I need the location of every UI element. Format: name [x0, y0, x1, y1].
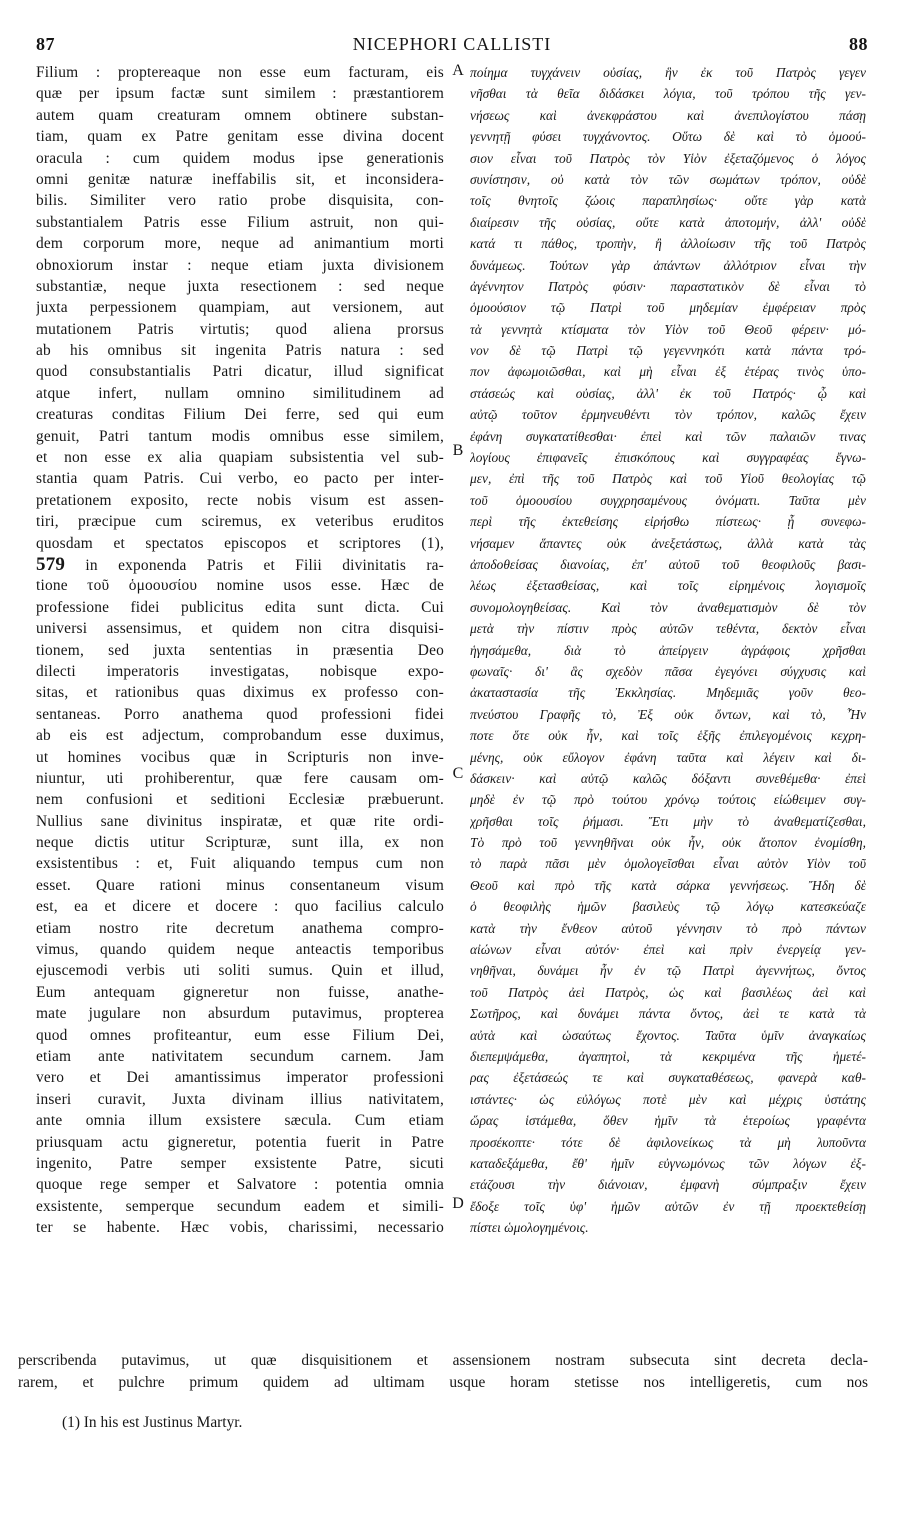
latin-text-line: ab his omnibus sit ingenita Patris natura : sed — [36, 342, 444, 360]
running-head — [36, 34, 868, 58]
latin-text-line: 579 in exponenda Patris et Filii divinitatis ra- — [36, 553, 444, 575]
greek-text-line: διαίρεσιν τῆς οὐσίας, οὔτε κατὰ ἀποτομήν, ἀλλ' οὐδὲ — [470, 214, 866, 230]
greek-text-line: ἐφάνη συγκατατίθεσθαι· ἐπεὶ καὶ τῶν παλαιῶν τινας — [470, 428, 866, 444]
latin-text-line: quæ per ipsum factæ sunt similem : præstantiorem — [36, 85, 444, 103]
greek-text-line: περὶ τῆς ἐκτεθείσης εἰρήσθω πίστεως· ᾗ συνεφω- — [470, 514, 866, 530]
latin-text-line: ante omnia illum exsistere sæcula. Cum etiam — [36, 1112, 444, 1130]
greek-text-line: ποτε ὅτε οὐκ ἦν, καὶ τοῖς ἑξῆς ἐπιλεγομένοις κεχρη- — [470, 728, 866, 744]
greek-text-line: ὁ θεοφιλὴς ἡμῶν βασιλεὺς τῷ λόγῳ κατεσκεύαζε — [470, 899, 866, 915]
greek-text-line: νῆσθαι τὰ θεῖα διδάσκει λόγια, τοῦ τρόπου τῆς γεν- — [470, 86, 866, 102]
latin-text-line: atque infert, nullam omnino similitudinem ad — [36, 384, 444, 402]
latin-text-line: etiam nostro rite decretum anathema compro- — [36, 919, 444, 937]
latin-text-line: ter se habente. Hæc vobis, charissimi, necessario — [36, 1219, 444, 1237]
greek-text-line: διεπεμψάμεθα, ἀγαπητοὶ, τὰ κεκριμένα τῆς ἡμετέ- — [470, 1048, 866, 1064]
greek-text-line: ἀποδοθείσας διανοίας, ἐπ' αὐτοῦ τοῦ θεοφιλοῦς βασι- — [470, 556, 866, 572]
latin-text-line: priusquam actu gigneretur, potentia fuerit in Patre — [36, 1133, 444, 1151]
column-number: 579 — [36, 553, 66, 575]
latin-text-line: tione τοῦ ὁμοουσίου nomine usos esse. Hæc de — [36, 577, 444, 595]
latin-text-line: juxta perpessionem quampiam, aut versionem, aut — [36, 299, 444, 317]
latin-text-line: Nullius sane divinitus inspiratæ, et quæ rite ordi- — [36, 812, 444, 830]
latin-text-line: pretationem exposito, recte nobis visum est assen- — [36, 491, 444, 509]
greek-text-line: ἡγησάμεθα, διὰ τὸ ἀπείργειν ἀγράφοις χρῆσθαι — [470, 642, 866, 658]
latin-text-line: bilis. Similiter vero ratio probe disquisita, con- — [36, 192, 444, 210]
latin-text-line: niuntur, uti prohiberentur, quæ fere causam om- — [36, 769, 444, 787]
greek-text-line: αὐτῷ τοῦτον ἑρμηνευθέντι τὸν τρόπον, καλῶς ἔχειν — [470, 407, 866, 423]
greek-text-line: νηθῆναι, δυνάμει ἦν ἐν τῷ Πατρὶ ἀγεννήτως, ὄντος — [470, 963, 866, 979]
latin-text-line: ejuscemodi verbis uti soliti sumus. Quin et illud, — [36, 962, 444, 980]
greek-text-line: νον δὲ τῷ Πατρὶ τῷ γεγεννηκότι κατὰ πάντα τρό- — [470, 343, 866, 359]
greek-text-line: τὸ παρὰ πᾶσι μὲν ὁμολογεῖσθαι εἶναι αὐτὸν Υἱὸν τοῦ — [470, 856, 866, 872]
greek-text-line: τὰ γεννητὰ κτίσματα τὸν Υἱὸν τοῦ Θεοῦ φέρειν· μό- — [470, 321, 866, 337]
latin-text-line: omni genitæ naturæ ineffabilis sit, et inconsidera- — [36, 170, 444, 188]
greek-text-line: πνεύστου Γραφῆς τὸ, Ἐξ οὐκ ὄντων, καὶ τὸ, Ἦν — [470, 706, 866, 722]
greek-text-line: μεν, ἐπὶ τῆς τοῦ Πατρὸς καὶ τοῦ Υἱοῦ θεολογίας τῷ — [470, 471, 866, 487]
greek-text-line: λέως ἐξετασθείσας, καὶ τοῖς εἰρημένοις λογισμοῖς — [470, 578, 866, 594]
greek-text-line: ἀκαταστασία τῆς Ἐκκλησίας. Μηδεμιᾶς γοῦν θεο- — [470, 685, 866, 701]
page-number-left: 87 — [36, 34, 55, 54]
latin-text-line: vero et Dei amantissimus imperator professioni — [36, 1069, 444, 1087]
greek-text-line: κατὰ τὴν ἔνθεον αὐτοῦ γέννησιν τὸ πρὸ πάντων — [470, 920, 866, 936]
latin-text-line: est, ea et dicere et docere : quo facilius calculo — [36, 898, 444, 916]
greek-text-line: ιστάντες· ὡς εὐλόγως ποτὲ μὲν καὶ μέχρις ὑστάτης — [470, 1091, 866, 1107]
greek-text-line: αἰώνων εἶναι αὐτόν· ἐπεὶ καὶ πρὶν ἐνεργείᾳ γεν- — [470, 942, 866, 958]
latin-text-line: creaturas conditas Filium Dei ferre, sed qui eum — [36, 406, 444, 424]
section-marker-c: C — [452, 765, 464, 782]
greek-text-line: τοῦ Πατρὸς ἀεὶ Πατρὸς, ὡς καὶ βασιλέως ἀεὶ καὶ — [470, 984, 866, 1000]
greek-text-line: τοῦ ὁμοουσίου συγχρησαμένους ὀνόματι. Ταῦτα μὲν — [470, 492, 866, 508]
latin-text-line: sentaneas. Porro anathema quod professioni fidei — [36, 705, 444, 723]
greek-text-line: συνομολογηθείσας. Καὶ τὸν ἀναθεματισμὸν δὲ τὸν — [470, 599, 866, 615]
latin-text-line: tiam, quam ex Patre genitam esse divina docent — [36, 128, 444, 146]
greek-column — [470, 62, 866, 1238]
latin-text-line: mate jugulare non absurdum putavimus, propterea — [36, 1005, 444, 1023]
latin-text-line: tionem, sed juxta sententias in præsentia Deo — [36, 641, 444, 659]
greek-text-line: Θεοῦ καὶ πρὸ τῆς κατὰ σάρκα γεννήσεως. Ἤδη δὲ — [470, 877, 866, 893]
latin-text-line: nem confusioni et seditioni Ecclesiæ præbuerunt. — [36, 791, 444, 809]
latin-text-line: dilecti imperatoris investigatas, nobisque expo- — [36, 662, 444, 680]
greek-text-line: μένης, οὐκ εὔλογον ἐφάνη ταῦτα καὶ λέγειν καὶ δι- — [470, 749, 866, 765]
latin-text-line: exsistentibus : et, Fuit aliquando tempus cum non — [36, 855, 444, 873]
latin-text-line: et non esse ex alia quapiam subsistentia vel sub- — [36, 449, 444, 467]
greek-text-line: αὐτὰ καὶ ὡσαύτως ἔχοντος. Ταῦτα ὑμῖν ἀναγκαίως — [470, 1027, 866, 1043]
closing-line: perscribenda putavimus, ut quæ disquisitionem et assensionem nostram subsecuta sint decreta decla- — [18, 1352, 868, 1369]
greek-text-line: καταδεξάμεθα, ἔθ' ἡμῖν εὐγνωμόνως τῶν λόγων ἐξ- — [470, 1155, 866, 1171]
greek-text-line: ὥρας ἱστάμεθα, ὅθεν ἡμῖν τὰ ἑτεροίως γραφέντα — [470, 1113, 866, 1129]
greek-text-line: ποίημα τυγχάνειν οὐσίας, ἣν ἐκ τοῦ Πατρὸς γεγεν — [470, 65, 866, 80]
latin-text-line: vimus, quando quidem neque anteactis temporibus — [36, 941, 444, 959]
latin-text-line: exsistente, semperque secundum eadem et simili- — [36, 1197, 444, 1215]
greek-text-line: φωναῖς· δι' ἃς σχεδὸν πᾶσα ἐγεγόνει σύγχυσις καὶ — [470, 663, 866, 679]
latin-text-line: ut homines vocibus quæ in Scripturis non inve- — [36, 748, 444, 766]
latin-text-line: inseri curavit, Juxta divinam illius nativitatem, — [36, 1090, 444, 1108]
latin-text-line: substantialem Patris esse Filium astruit, non qui- — [36, 213, 444, 231]
greek-text-line: νήσαμεν ἅπαντες οὐκ ἀνεξετάστως, ἀλλὰ κατὰ τὰς — [470, 535, 866, 551]
greek-text-line: ἀγέννητον Πατρὸς φύσιν· παραστατικὸν δὲ εἶναι τὸ — [470, 278, 866, 294]
latin-text-line: sitas, et rationibus quas diximus ex professo con- — [36, 684, 444, 702]
closing-line: rarem, et pulchre primum quidem ad ultimam usque horam stetisse nos intelligeretis, cum nos — [18, 1374, 868, 1391]
latin-text-line: tiri, præcipue cum sciremus, ex veteribus eruditos — [36, 513, 444, 531]
latin-text-line: professione fidei publicitus edita sunt dicta. Cui — [36, 598, 444, 616]
latin-text-line: oracula : cum quidem modus ipse generationis — [36, 149, 444, 167]
greek-text-line: λογίους ἐπιφανεῖς ἐπισκόπους καὶ συγγραφέας ἔγνω- — [470, 450, 866, 466]
latin-text-line: universi assensimus, et quidem non citra disquisi- — [36, 620, 444, 638]
greek-text-line: ετάζουσι τὴν διάνοιαν, ἐμφανὴ σύμπραξιν ἔχειν — [470, 1177, 866, 1193]
latin-column — [36, 62, 444, 1238]
greek-text-line: ρας ἐξετάσεώς τε καὶ συγκαταθέσεως, φανερὰ καθ- — [470, 1070, 866, 1086]
greek-text-line: δυνάμεως. Τούτων γὰρ ἁπάντων ἀλλότριον εἶναι τὴν — [470, 257, 866, 273]
closing-paragraph — [18, 1350, 868, 1394]
greek-text-line: ὁμοούσιον τῷ Πατρὶ τοῦ μηδεμίαν ἐμφέρειαν πρὸς — [470, 300, 866, 316]
latin-text-line: obnoxiorum instar : neque etiam juxta divisionem — [36, 256, 444, 274]
greek-text-line: χρῆσθαι τοῖς ῥήμασι. Ἔτι μὴν τὸ ἀναθεματίζεσθαι, — [470, 813, 866, 829]
greek-text-line: δάσκειν· καὶ αὐτῷ καλῶς δόξαντι συνεθέμεθα· ἐπεὶ — [470, 770, 866, 786]
latin-text-line: ingenito, Patre semper exsistente Patre, sicuti — [36, 1154, 444, 1172]
greek-text-line: γεννητῇ φύσει τυγχάνοντος. Οὕτω δὲ καὶ τὸ ὁμοού- — [470, 129, 866, 145]
greek-text-line: κατά τι πάθος, τροπὴν, ἢ ἀλλοίωσιν τῆς τοῦ Πατρὸς — [470, 236, 866, 252]
latin-text-line: quoque rege semper et Salvatore : potentia omnia — [36, 1176, 444, 1194]
latin-text-line: stantia quam Patris. Cui verbo, eo pacto per inter- — [36, 470, 444, 488]
greek-text-line: μετὰ τὴν πίστιν πρὸς αὐτῶν τεθέντα, δεκτὸν εἶναι — [470, 621, 866, 637]
greek-text-line: Σωτῆρος, καὶ δυνάμει πάντα ὄντος, ἀεὶ τε κατὰ τὰ — [470, 1006, 866, 1022]
greek-text-line: σιον εἶναι τοῦ Πατρὸς τὸν Υἱὸν ἐξεταζόμενος ὁ λόγος — [470, 150, 866, 166]
section-marker-d: D — [452, 1195, 464, 1212]
latin-text-line: Filium : proptereaque non esse eum facturam, eis — [36, 64, 444, 81]
greek-text-line: νήσεως καὶ ἀνεκφράστου καὶ ἀνεπιλογίστου πάσῃ — [470, 107, 866, 123]
greek-text-line: τοῖς θνητοῖς ζώοις παραπλησίως· οὔτε γὰρ κατὰ — [470, 193, 866, 209]
latin-text-line: quod consubstantialis Patri dicatur, illud significat — [36, 363, 444, 381]
page-number-right: 88 — [849, 34, 868, 54]
section-marker-b: B — [452, 442, 464, 459]
greek-text-line: μηδὲ ἐν τῷ πρὸ τούτου χρόνῳ τούτοις εἰώθειμεν συγ- — [470, 792, 866, 808]
latin-text-line: Eum antequam gigneretur non fuisse, anathe- — [36, 983, 444, 1001]
greek-text-line: πον ἀφωμοιῶσθαι, καὶ μὴ εἶναι ἐξ ἑτέρας τινὸς ὑπο- — [470, 364, 866, 380]
latin-text-line: esset. Quare rationi minus consentaneum visum — [36, 876, 444, 894]
latin-text-line: quod omnes profiteantur, eum esse Filium Dei, — [36, 1026, 444, 1044]
greek-text-line: ἔδοξε τοῖς ὑφ' ἡμῶν αὐτῶν ἐν τῇ προεκτεθείσῃ — [470, 1198, 866, 1214]
greek-text-line: στάσεώς καὶ οὐσίας, ἀλλ' ἐκ τοῦ Πατρός· ᾧ καὶ — [470, 385, 866, 401]
section-marker-a: A — [452, 62, 464, 79]
latin-text-line: quosdam et spectatos episcopos et scriptores (1), — [36, 534, 444, 552]
latin-text-line: ab eis est adjectum, comprobandum esse duximus, — [36, 727, 444, 745]
latin-text-line: genuit, Patri tantum modis omnibus esse similem, — [36, 427, 444, 445]
greek-text-line: πίστει ὡμολογημένοις. — [470, 1220, 589, 1236]
greek-text-line: προσέκοπτε· τότε δὲ ἀφιλονείκως τὰ μὴ λυποῦντα — [470, 1134, 866, 1150]
footnote: (1) In his est Justinus Martyr. — [62, 1414, 243, 1431]
latin-text-line: dem corporum more, neque ad animantium morti — [36, 235, 444, 253]
latin-text-line: etiam ante nativitatem secundum carnem. Jam — [36, 1047, 444, 1065]
latin-text-line: mutationem Patris virtutis; quod aliena prorsus — [36, 320, 444, 338]
latin-text-line: neque dictis utitur Scripturæ, sunt illa, ex non — [36, 834, 444, 852]
running-title: NICEPHORI CALLISTI — [352, 34, 552, 54]
greek-text-line: Τὸ πρὸ τοῦ γεννηθῆναι οὐκ ἦν, οὐκ ἄτοπον ἐνομίσθη, — [470, 835, 866, 851]
greek-text-line: συνίστησιν, οὐ κατὰ τὸν τῶν σωμάτων τρόπον, οὐδὲ — [470, 171, 866, 187]
latin-text-line: substantiæ, neque juxta resectionem : sed neque — [36, 277, 444, 295]
latin-text-line: autem quam creaturam omnem obtinere substan- — [36, 106, 444, 124]
